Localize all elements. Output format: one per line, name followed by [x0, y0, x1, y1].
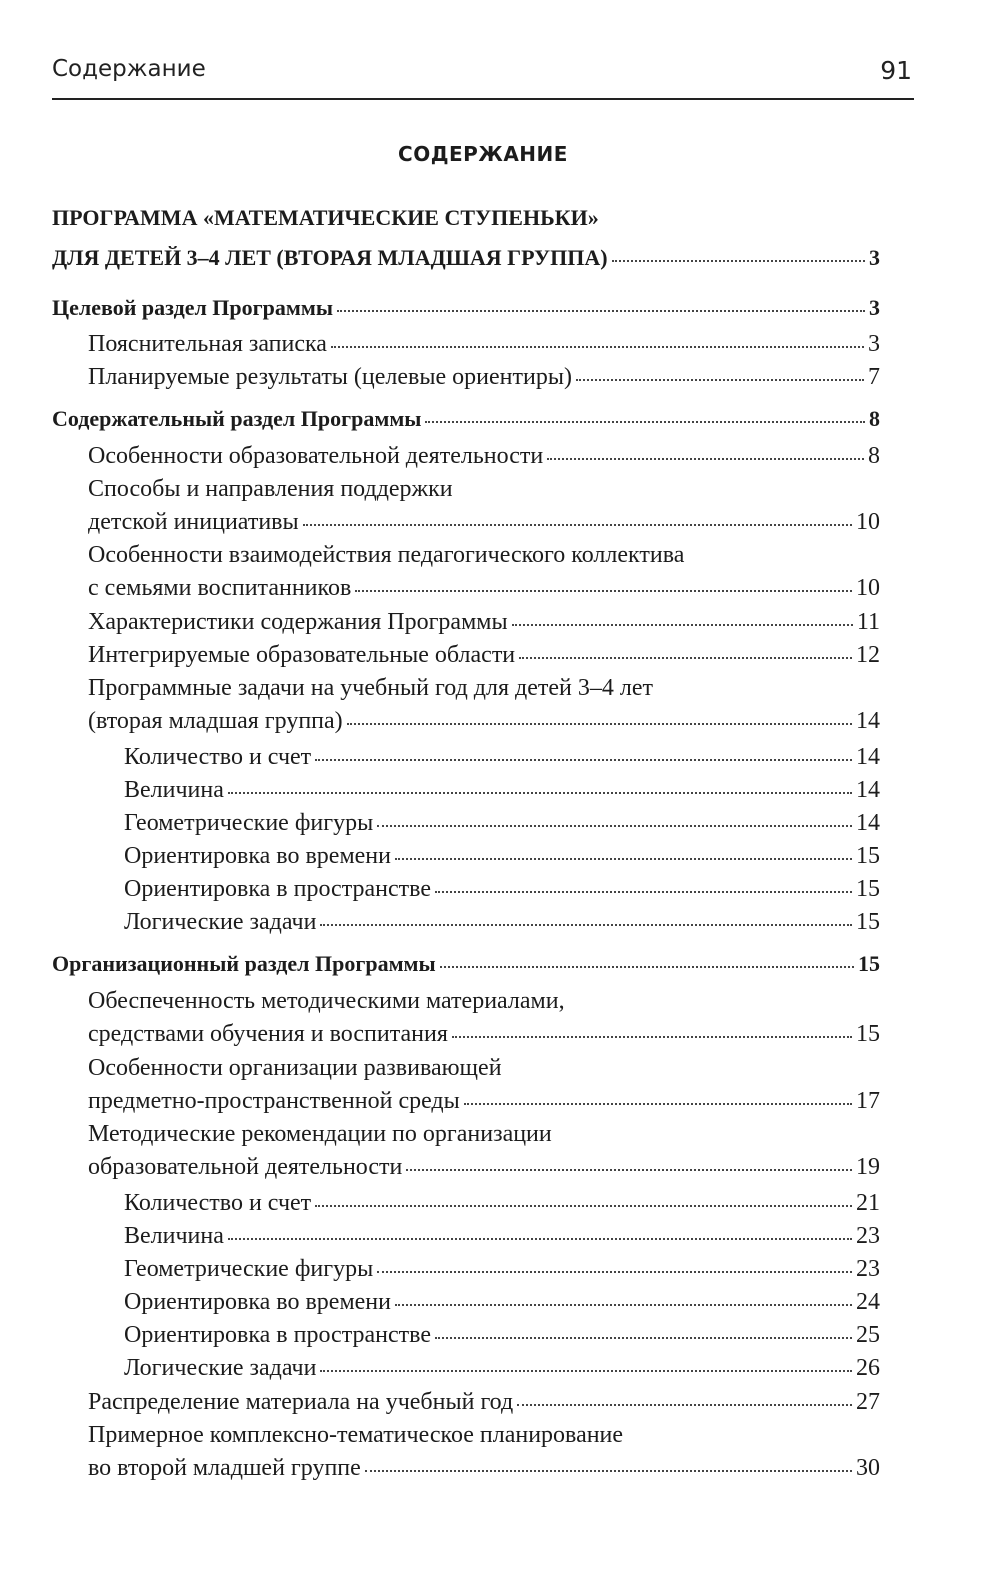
toc-page-number: 8	[868, 443, 880, 469]
toc-entry-line1: Программные задачи на учебный год для детей 3–4 лет	[88, 675, 653, 701]
toc-page-number: 23	[856, 1223, 880, 1249]
toc-section-content[interactable]	[52, 406, 880, 438]
toc-subentry[interactable]	[124, 1256, 880, 1288]
dot-leader	[406, 1169, 852, 1171]
dot-leader	[576, 379, 864, 381]
toc-page-number: 27	[856, 1389, 880, 1415]
dot-leader	[612, 260, 865, 262]
toc-entry-line1: Обеспеченность методическими материалами,	[88, 988, 565, 1014]
dot-leader	[228, 792, 852, 794]
toc-page-number: 21	[856, 1190, 880, 1216]
dot-leader	[547, 458, 864, 460]
toc-page-number: 14	[856, 810, 880, 836]
toc-entry-text: Количество и счет	[124, 1190, 312, 1216]
toc-page-number: 11	[856, 609, 880, 635]
toc-page-number: 14	[856, 708, 880, 734]
toc-entry[interactable]	[88, 443, 880, 475]
dot-leader	[395, 1304, 852, 1306]
toc-page-number: 17	[856, 1088, 880, 1114]
toc-entry-text: ДЛЯ ДЕТЕЙ 3–4 ЛЕТ (ВТОРАЯ МЛАДШАЯ ГРУППА)	[52, 245, 608, 270]
toc-entry-text: Ориентировка в пространстве	[124, 876, 431, 902]
dot-leader	[315, 759, 852, 761]
toc-entry-text: Количество и счет	[124, 744, 312, 770]
toc-entry[interactable]	[88, 1455, 880, 1487]
dot-leader	[303, 524, 852, 526]
toc-section-org[interactable]	[52, 951, 880, 983]
toc-page-number: 30	[856, 1455, 880, 1481]
toc-entry-text: Ориентировка во времени	[124, 1289, 391, 1315]
toc-entry[interactable]	[88, 575, 880, 607]
toc-entry-text: Пояснительная записка	[88, 331, 327, 357]
toc-entry-line1: Особенности взаимодействия педагогического коллектива	[88, 542, 685, 568]
toc-entry-text: с семьями воспитанников	[88, 575, 352, 601]
toc-entry-text: во второй младшей группе	[88, 1455, 361, 1481]
program-title-line1: ПРОГРАММА «МАТЕМАТИЧЕСКИЕ СТУПЕНЬКИ»	[52, 205, 599, 230]
toc-entry[interactable]	[88, 1154, 880, 1186]
toc-page-number: 19	[856, 1154, 880, 1180]
toc-page-number: 12	[856, 642, 880, 668]
toc-entry-line1: Методические рекомендации по организации	[88, 1121, 552, 1147]
toc-entry-line1: Способы и направления поддержки	[88, 476, 453, 502]
dot-leader	[331, 346, 864, 348]
toc-section-title: Содержательный раздел Программы	[52, 406, 422, 431]
toc-entry-text: Величина	[124, 1223, 224, 1249]
toc-entry-text: Геометрические фигуры	[124, 810, 374, 836]
dot-leader	[315, 1205, 852, 1207]
dot-leader	[512, 624, 853, 626]
running-header-title: Содержание	[52, 56, 206, 82]
toc-entry-text: Особенности образовательной деятельности	[88, 443, 544, 469]
toc-entry-text: Величина	[124, 777, 224, 803]
toc-page-number: 7	[868, 364, 880, 390]
toc-entry-text: (вторая младшая группа)	[88, 708, 343, 734]
toc-page-number: 23	[856, 1256, 880, 1282]
toc-page-number: 3	[869, 245, 880, 270]
dot-leader	[452, 1036, 852, 1038]
dot-leader	[435, 1337, 852, 1339]
dot-leader	[377, 1271, 852, 1273]
toc-section-title: Целевой раздел Программы	[52, 295, 334, 320]
toc-entry[interactable]	[88, 642, 880, 674]
toc-page-number: 15	[856, 843, 880, 869]
toc-page-number: 14	[856, 777, 880, 803]
toc-entry-text: средствами обучения и воспитания	[88, 1021, 448, 1047]
toc-entry[interactable]	[88, 708, 880, 740]
toc-entry-text: детской инициативы	[88, 509, 299, 535]
toc-page-number: 15	[856, 876, 880, 902]
dot-leader	[519, 657, 852, 659]
toc-section-target[interactable]	[52, 295, 880, 327]
toc-entry-text: Логические задачи	[124, 909, 317, 935]
toc-subentry[interactable]	[124, 1322, 880, 1354]
toc-entry-text: Логические задачи	[124, 1355, 317, 1381]
toc-page-number: 3	[868, 331, 880, 357]
toc-subentry[interactable]	[124, 1289, 880, 1321]
toc-entry-text: предметно-пространственной среды	[88, 1088, 460, 1114]
dot-leader	[425, 421, 865, 423]
dot-leader	[337, 310, 865, 312]
toc-subentry[interactable]	[124, 1223, 880, 1255]
toc-page-number: 25	[856, 1322, 880, 1348]
dot-leader	[440, 966, 854, 968]
toc-page-number: 15	[858, 951, 880, 976]
toc-entry-text: Интегрируемые образовательные области	[88, 642, 516, 668]
toc-entry-program[interactable]	[52, 245, 880, 277]
dot-leader	[365, 1470, 852, 1472]
toc-subentry[interactable]	[124, 843, 880, 875]
toc-entry[interactable]	[88, 331, 880, 363]
toc-subentry[interactable]	[124, 810, 880, 842]
dot-leader	[517, 1404, 852, 1406]
toc-section-title: Организационный раздел Программы	[52, 951, 436, 976]
toc-page-number: 8	[869, 406, 880, 431]
toc-page-number: 26	[856, 1355, 880, 1381]
dot-leader	[435, 891, 852, 893]
toc-page-number: 24	[856, 1289, 880, 1315]
page-number: 91	[880, 56, 912, 85]
toc-page-number: 10	[856, 509, 880, 535]
toc-entry[interactable]	[88, 509, 880, 541]
toc-page-number: 15	[856, 1021, 880, 1047]
dot-leader	[464, 1103, 852, 1105]
toc-subentry[interactable]	[124, 777, 880, 809]
toc-entry-line1: Особенности организации развивающей	[88, 1055, 502, 1081]
dot-leader	[355, 590, 852, 592]
dot-leader	[228, 1238, 852, 1240]
toc-entry[interactable]	[88, 609, 880, 641]
dot-leader	[395, 858, 852, 860]
toc-page-number: 10	[856, 575, 880, 601]
dot-leader	[320, 1370, 852, 1372]
toc-page-number: 3	[869, 295, 880, 320]
toc-page-number: 15	[856, 909, 880, 935]
toc-subentry[interactable]	[124, 1190, 880, 1222]
toc-subentry[interactable]	[124, 1355, 880, 1387]
toc-entry[interactable]	[88, 1389, 880, 1421]
toc-entry-line1: Примерное комплексно-тематическое планирование	[88, 1422, 624, 1448]
toc-entry-text: Ориентировка в пространстве	[124, 1322, 431, 1348]
page-title: СОДЕРЖАНИЕ	[398, 142, 568, 166]
toc-subentry[interactable]	[124, 876, 880, 908]
toc-entry-text: Геометрические фигуры	[124, 1256, 374, 1282]
toc-entry-text: Планируемые результаты (целевые ориентиры)	[88, 364, 572, 390]
dot-leader	[347, 723, 852, 725]
toc-entry-text: образовательной деятельности	[88, 1154, 403, 1180]
toc-page-number: 14	[856, 744, 880, 770]
dot-leader	[377, 825, 852, 827]
toc-entry-text: Характеристики содержания Программы	[88, 609, 508, 635]
toc-entry-text: Ориентировка во времени	[124, 843, 391, 869]
toc-entry-text: Распределение материала на учебный год	[88, 1389, 514, 1415]
running-header	[52, 56, 914, 100]
toc-subentry[interactable]	[124, 909, 880, 941]
toc-subentry[interactable]	[124, 744, 880, 776]
toc-entry[interactable]	[88, 1088, 880, 1120]
toc-entry[interactable]	[88, 1021, 880, 1053]
toc-entry[interactable]	[88, 364, 880, 396]
dot-leader	[320, 924, 852, 926]
